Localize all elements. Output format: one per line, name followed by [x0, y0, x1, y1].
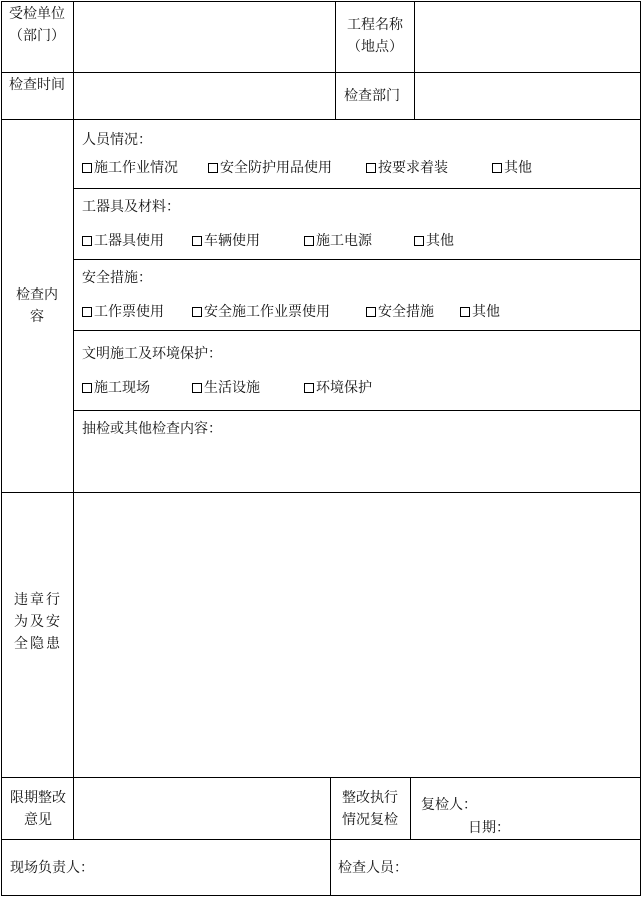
rule	[73, 259, 641, 260]
deadline-label: 限期整改意见	[10, 790, 66, 828]
date-label: 日期：	[468, 820, 510, 836]
checkbox-box-icon	[460, 307, 470, 317]
section-title: 安全措施：	[82, 270, 152, 286]
time-label: 检查时间	[9, 77, 65, 93]
checkbox[interactable]: 安全施工作业票使用	[192, 301, 330, 323]
inspector-label: 检查人员：	[338, 860, 408, 876]
rule	[1, 777, 641, 778]
checkbox-box-icon	[366, 307, 376, 317]
content-side-label: 检查内容	[16, 287, 58, 325]
checkbox[interactable]: 生活设施	[192, 377, 260, 399]
project-value[interactable]	[417, 4, 637, 68]
checkbox[interactable]: 车辆使用	[192, 230, 260, 252]
checkbox-box-icon	[366, 163, 376, 173]
checkbox[interactable]: 安全防护用品使用	[208, 157, 332, 179]
checkbox[interactable]: 工器具使用	[82, 230, 164, 252]
recheck-label: 整改执行情况复检	[342, 790, 398, 828]
checkbox-box-icon	[208, 163, 218, 173]
rechecker-label: 复检人：	[421, 797, 477, 813]
checkbox[interactable]: 施工现场	[82, 377, 150, 399]
checkbox-box-icon	[304, 236, 314, 246]
rule	[330, 777, 331, 896]
dept-value[interactable]	[417, 75, 637, 117]
site-leader-label: 现场负责人：	[10, 860, 94, 876]
section-title: 抽检或其他检查内容：	[82, 421, 222, 437]
checkbox-box-icon	[82, 307, 92, 317]
rule	[73, 410, 641, 411]
rule	[335, 1, 336, 120]
rule	[73, 188, 641, 189]
rule	[1, 492, 641, 493]
other-content-field[interactable]	[82, 442, 634, 488]
checkbox-box-icon	[304, 383, 314, 393]
rule	[1, 895, 641, 896]
rule	[410, 777, 411, 840]
rule	[1, 1, 641, 2]
rule	[1, 1, 2, 896]
unit-value[interactable]	[76, 4, 332, 68]
checkbox[interactable]: 工作票使用	[82, 301, 164, 323]
checkbox-box-icon	[192, 383, 202, 393]
checkbox-box-icon	[192, 307, 202, 317]
section-title: 工器具及材料：	[82, 199, 180, 215]
checkbox-box-icon	[414, 236, 424, 246]
unit-label: 受检单位（部门）	[9, 6, 65, 44]
dept-label: 检查部门	[344, 88, 400, 104]
checkbox-box-icon	[82, 236, 92, 246]
rule	[1, 119, 641, 120]
checkbox[interactable]: 环境保护	[304, 377, 372, 399]
rule	[1, 839, 641, 840]
rule	[640, 1, 641, 896]
checkbox-box-icon	[492, 163, 502, 173]
checkbox-box-icon	[192, 236, 202, 246]
checkbox[interactable]: 其他	[460, 301, 500, 323]
checkbox[interactable]: 其他	[414, 230, 454, 252]
checkbox[interactable]: 其他	[492, 157, 532, 179]
project-label: 工程名称（地点）	[347, 17, 403, 55]
checkbox[interactable]: 施工电源	[304, 230, 372, 252]
rule	[73, 1, 74, 840]
violation-field[interactable]	[76, 496, 636, 774]
checkbox[interactable]: 施工作业情况	[82, 157, 178, 179]
section-title: 人员情况：	[82, 132, 152, 148]
checkbox-box-icon	[82, 383, 92, 393]
rule	[414, 1, 415, 120]
rule	[73, 330, 641, 331]
section-title: 文明施工及环境保护：	[82, 346, 222, 362]
checkbox[interactable]: 按要求着装	[366, 157, 448, 179]
violation-label: 违章行为及安全隐患	[14, 592, 62, 652]
deadline-field[interactable]	[76, 780, 326, 836]
time-value[interactable]	[76, 75, 332, 117]
checkbox-box-icon	[82, 163, 92, 173]
rule	[1, 72, 641, 73]
checkbox[interactable]: 安全措施	[366, 301, 434, 323]
